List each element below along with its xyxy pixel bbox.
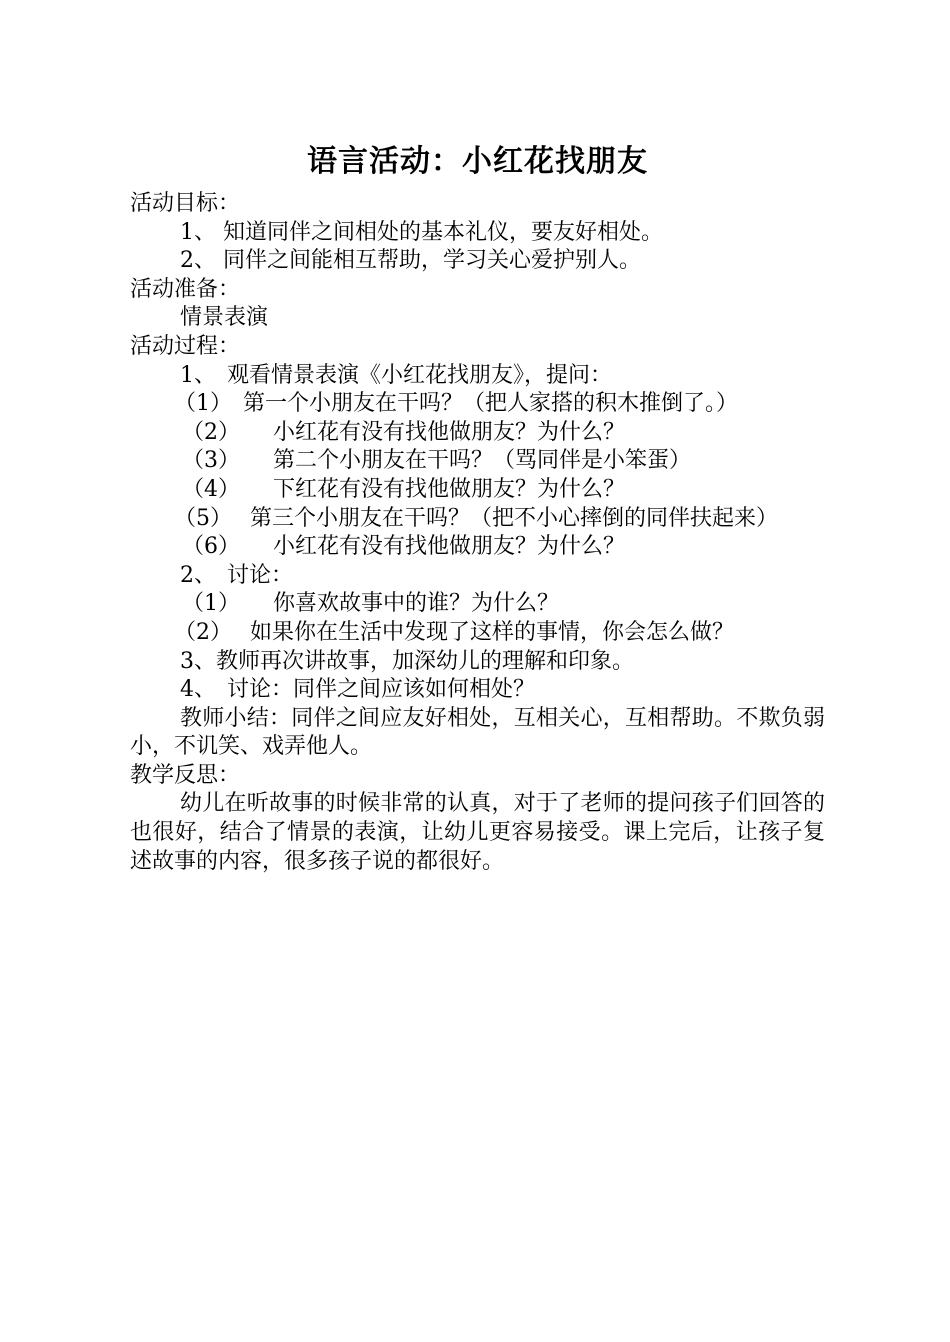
process-step-4: 4、 讨论：同伴之间应该如何相处？ [180,677,535,703]
discussion-1: （1） 你喜欢故事中的谁？为什么？ [182,591,559,617]
prep-item-1: 情景表演 [180,305,269,331]
goal-item-1: 1、 知道同伴之间相处的基本礼仪，要友好相处。 [180,219,663,245]
question-3: （3） 第二个小朋友在干吗？（骂同伴是小笨蛋） [182,448,691,474]
document-page [130,140,825,876]
process-heading: 活动过程： [130,333,241,359]
question-5: （5） 第三个小朋友在干吗？（把不小心摔倒的同伴扶起来） [174,505,778,531]
process-step-2: 2、 讨论： [180,562,293,588]
goals-heading: 活动目标： [130,191,241,216]
reflection-heading: 教学反思： [130,762,241,788]
teacher-summary: 教师小结：同伴之间应友好相处，互相关心，互相帮助。不欺负弱小，不讥笑、戏弄他人。 [130,705,825,760]
question-6: （6） 小红花有没有找他做朋友？为什么？ [182,534,625,560]
question-4: （4） 下红花有没有找他做朋友？为什么？ [182,476,625,502]
goal-item-2: 2、 同伴之间能相互帮助，学习关心爱护别人。 [180,248,641,274]
document-body [130,190,825,876]
discussion-2: （2） 如果你在生活中发现了这样的事情，你会怎么做？ [174,619,734,645]
question-2: （2） 小红花有没有找他做朋友？为什么？ [182,419,625,445]
process-step-1: 1、 观看情景表演《小红花找朋友》，提问： [180,362,612,388]
question-1: （1） 第一个小朋友在干吗？（把人家搭的积木推倒了。） [174,391,738,417]
prep-heading: 活动准备： [130,276,241,302]
process-step-3: 3、教师再次讲故事，加深幼儿的理解和印象。 [180,648,634,674]
reflection-text: 幼儿在听故事的时候非常的认真，对于了老师的提问孩子们回答的也很好，结合了情景的表演，让幼儿更容易接受。课上完后，让孩子复述故事的内容，很多孩子说的都很好。 [130,791,825,874]
document-title: 语言活动：小红花找朋友 [307,144,648,179]
